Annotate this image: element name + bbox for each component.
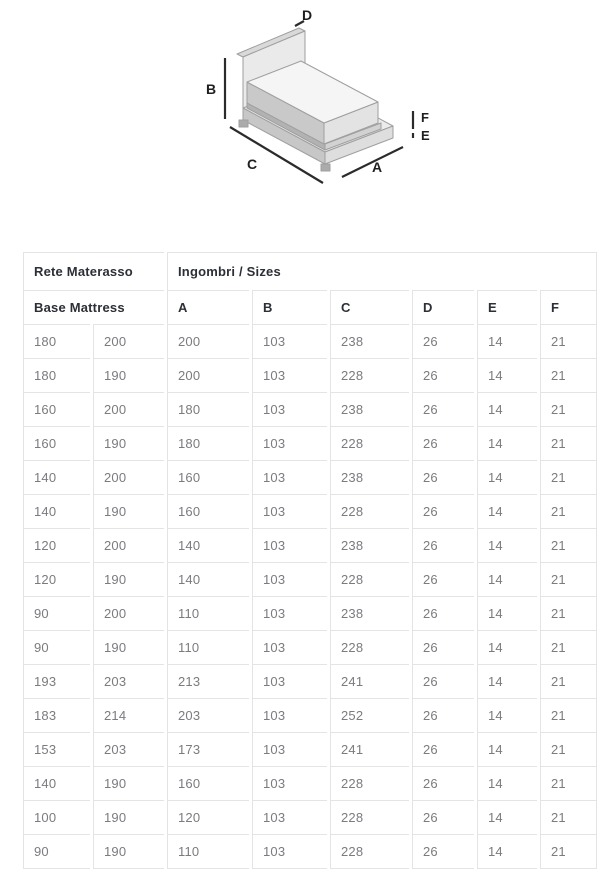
table-cell: 21: [540, 732, 597, 766]
table-cell: 21: [540, 528, 597, 562]
table-cell: 14: [477, 528, 537, 562]
table-cell: 140: [167, 528, 249, 562]
table-cell: 14: [477, 562, 537, 596]
table-cell: 228: [330, 766, 409, 800]
table-cell: 190: [93, 800, 164, 834]
table-cell: 103: [252, 766, 327, 800]
table-cell: 238: [330, 392, 409, 426]
table-cell: 21: [540, 834, 597, 869]
table-cell: 21: [540, 426, 597, 460]
table-cell: 103: [252, 732, 327, 766]
table-cell: 228: [330, 800, 409, 834]
table-cell: 14: [477, 630, 537, 664]
table-cell: 26: [412, 800, 474, 834]
table-cell: 26: [412, 562, 474, 596]
table-cell: 180: [23, 324, 90, 358]
table-cell: 228: [330, 426, 409, 460]
table-cell: 200: [167, 324, 249, 358]
table-cell: 21: [540, 324, 597, 358]
table-cell: 190: [93, 834, 164, 869]
table-cell: 26: [412, 630, 474, 664]
table-cell: 21: [540, 766, 597, 800]
table-cell: 103: [252, 630, 327, 664]
bed-dimensions-diagram: [180, 0, 440, 200]
sizes-table: [20, 252, 600, 869]
table-cell: 190: [93, 766, 164, 800]
table-cell: 21: [540, 596, 597, 630]
table-cell: 193: [23, 664, 90, 698]
table-cell: 120: [23, 528, 90, 562]
dim-label-c: C: [246, 156, 258, 172]
table-cell: 160: [167, 460, 249, 494]
group-header-base-mattress-it: Rete Materasso: [23, 252, 164, 290]
table-cell: 238: [330, 596, 409, 630]
table-row: [23, 732, 597, 766]
table-cell: 228: [330, 562, 409, 596]
table-cell: 103: [252, 596, 327, 630]
table-cell: 21: [540, 392, 597, 426]
table-cell: 103: [252, 834, 327, 869]
table-cell: 203: [93, 732, 164, 766]
table-cell: 180: [23, 358, 90, 392]
table-cell: 14: [477, 460, 537, 494]
table-cell: 14: [477, 596, 537, 630]
table-row: [23, 596, 597, 630]
table-cell: 200: [93, 596, 164, 630]
table-cell: 90: [23, 834, 90, 869]
table-cell: 90: [23, 630, 90, 664]
table-cell: 21: [540, 494, 597, 528]
table-cell: 14: [477, 766, 537, 800]
table-cell: 103: [252, 494, 327, 528]
table-cell: 103: [252, 460, 327, 494]
group-header-sizes: Ingombri / Sizes: [167, 252, 597, 290]
table-cell: 26: [412, 834, 474, 869]
table-cell: 103: [252, 800, 327, 834]
table-cell: 203: [93, 664, 164, 698]
column-header-c: C: [330, 290, 409, 324]
table-cell: 228: [330, 358, 409, 392]
table-cell: 14: [477, 732, 537, 766]
sizes-table-section: [20, 252, 600, 869]
table-cell: 21: [540, 460, 597, 494]
table-cell: 160: [23, 392, 90, 426]
table-cell: 103: [252, 528, 327, 562]
table-cell: 103: [252, 664, 327, 698]
table-cell: 203: [167, 698, 249, 732]
table-cell: 190: [93, 426, 164, 460]
table-cell: 200: [93, 528, 164, 562]
table-row: [23, 460, 597, 494]
table-cell: 26: [412, 460, 474, 494]
table-cell: 26: [412, 494, 474, 528]
table-cell: 21: [540, 800, 597, 834]
dim-label-b: B: [206, 81, 217, 97]
table-cell: 26: [412, 358, 474, 392]
table-group-header-row: [23, 252, 597, 290]
table-cell: 103: [252, 358, 327, 392]
table-row: [23, 766, 597, 800]
table-cell: 200: [93, 392, 164, 426]
table-cell: 26: [412, 528, 474, 562]
table-row: [23, 426, 597, 460]
table-cell: 21: [540, 664, 597, 698]
table-cell: 14: [477, 664, 537, 698]
table-cell: 26: [412, 766, 474, 800]
table-row: [23, 630, 597, 664]
table-cell: 21: [540, 630, 597, 664]
table-cell: 228: [330, 630, 409, 664]
table-row: [23, 528, 597, 562]
table-cell: 214: [93, 698, 164, 732]
table-row: [23, 358, 597, 392]
table-cell: 110: [167, 630, 249, 664]
column-header-e: E: [477, 290, 537, 324]
table-cell: 241: [330, 732, 409, 766]
dim-label-f: F: [421, 110, 429, 125]
bed-illustration: [180, 0, 440, 200]
table-cell: 238: [330, 528, 409, 562]
table-cell: 241: [330, 664, 409, 698]
table-cell: 26: [412, 392, 474, 426]
table-cell: 153: [23, 732, 90, 766]
table-cell: 14: [477, 426, 537, 460]
table-cell: 190: [93, 562, 164, 596]
table-cell: 120: [167, 800, 249, 834]
table-row: [23, 324, 597, 358]
table-cell: 140: [23, 494, 90, 528]
table-cell: 200: [93, 460, 164, 494]
table-cell: 103: [252, 426, 327, 460]
table-cell: 238: [330, 324, 409, 358]
table-cell: 14: [477, 698, 537, 732]
table-row: [23, 800, 597, 834]
table-cell: 14: [477, 834, 537, 869]
table-cell: 228: [330, 834, 409, 869]
table-cell: 200: [93, 324, 164, 358]
column-header-a: A: [167, 290, 249, 324]
table-cell: 200: [167, 358, 249, 392]
table-cell: 190: [93, 630, 164, 664]
table-cell: 103: [252, 562, 327, 596]
table-cell: 103: [252, 392, 327, 426]
column-header-d: D: [412, 290, 474, 324]
table-cell: 103: [252, 698, 327, 732]
table-cell: 26: [412, 324, 474, 358]
table-body: [23, 324, 597, 869]
table-cell: 26: [412, 426, 474, 460]
table-cell: 110: [167, 834, 249, 869]
table-cell: 110: [167, 596, 249, 630]
table-row: [23, 834, 597, 869]
table-cell: 140: [23, 766, 90, 800]
table-cell: 100: [23, 800, 90, 834]
table-cell: 120: [23, 562, 90, 596]
table-row: [23, 664, 597, 698]
table-cell: 180: [167, 392, 249, 426]
table-column-header-row: [23, 290, 597, 324]
table-cell: 140: [167, 562, 249, 596]
table-cell: 160: [167, 494, 249, 528]
table-cell: 160: [167, 766, 249, 800]
table-cell: 228: [330, 494, 409, 528]
bed-foot-left: [239, 120, 248, 127]
table-cell: 238: [330, 460, 409, 494]
column-header-f: F: [540, 290, 597, 324]
table-cell: 14: [477, 324, 537, 358]
table-cell: 21: [540, 358, 597, 392]
table-cell: 14: [477, 358, 537, 392]
table-cell: 190: [93, 358, 164, 392]
table-cell: 26: [412, 596, 474, 630]
table-cell: 21: [540, 698, 597, 732]
table-cell: 103: [252, 324, 327, 358]
table-row: [23, 562, 597, 596]
table-cell: 213: [167, 664, 249, 698]
table-cell: 160: [23, 426, 90, 460]
table-cell: 26: [412, 698, 474, 732]
bed-foot-front: [321, 164, 330, 171]
table-cell: 183: [23, 698, 90, 732]
dim-label-d: D: [301, 7, 313, 23]
table-cell: 140: [23, 460, 90, 494]
dim-label-e: E: [421, 128, 430, 143]
table-row: [23, 494, 597, 528]
table-cell: 14: [477, 392, 537, 426]
table-cell: 14: [477, 494, 537, 528]
table-cell: 14: [477, 800, 537, 834]
table-cell: 21: [540, 562, 597, 596]
dim-label-a: A: [371, 159, 383, 175]
table-cell: 173: [167, 732, 249, 766]
column-header-b: B: [252, 290, 327, 324]
table-cell: 26: [412, 664, 474, 698]
table-row: [23, 698, 597, 732]
table-row: [23, 392, 597, 426]
table-cell: 180: [167, 426, 249, 460]
table-cell: 190: [93, 494, 164, 528]
group-header-base-mattress-en: Base Mattress: [23, 290, 164, 324]
table-cell: 26: [412, 732, 474, 766]
table-cell: 90: [23, 596, 90, 630]
table-cell: 252: [330, 698, 409, 732]
